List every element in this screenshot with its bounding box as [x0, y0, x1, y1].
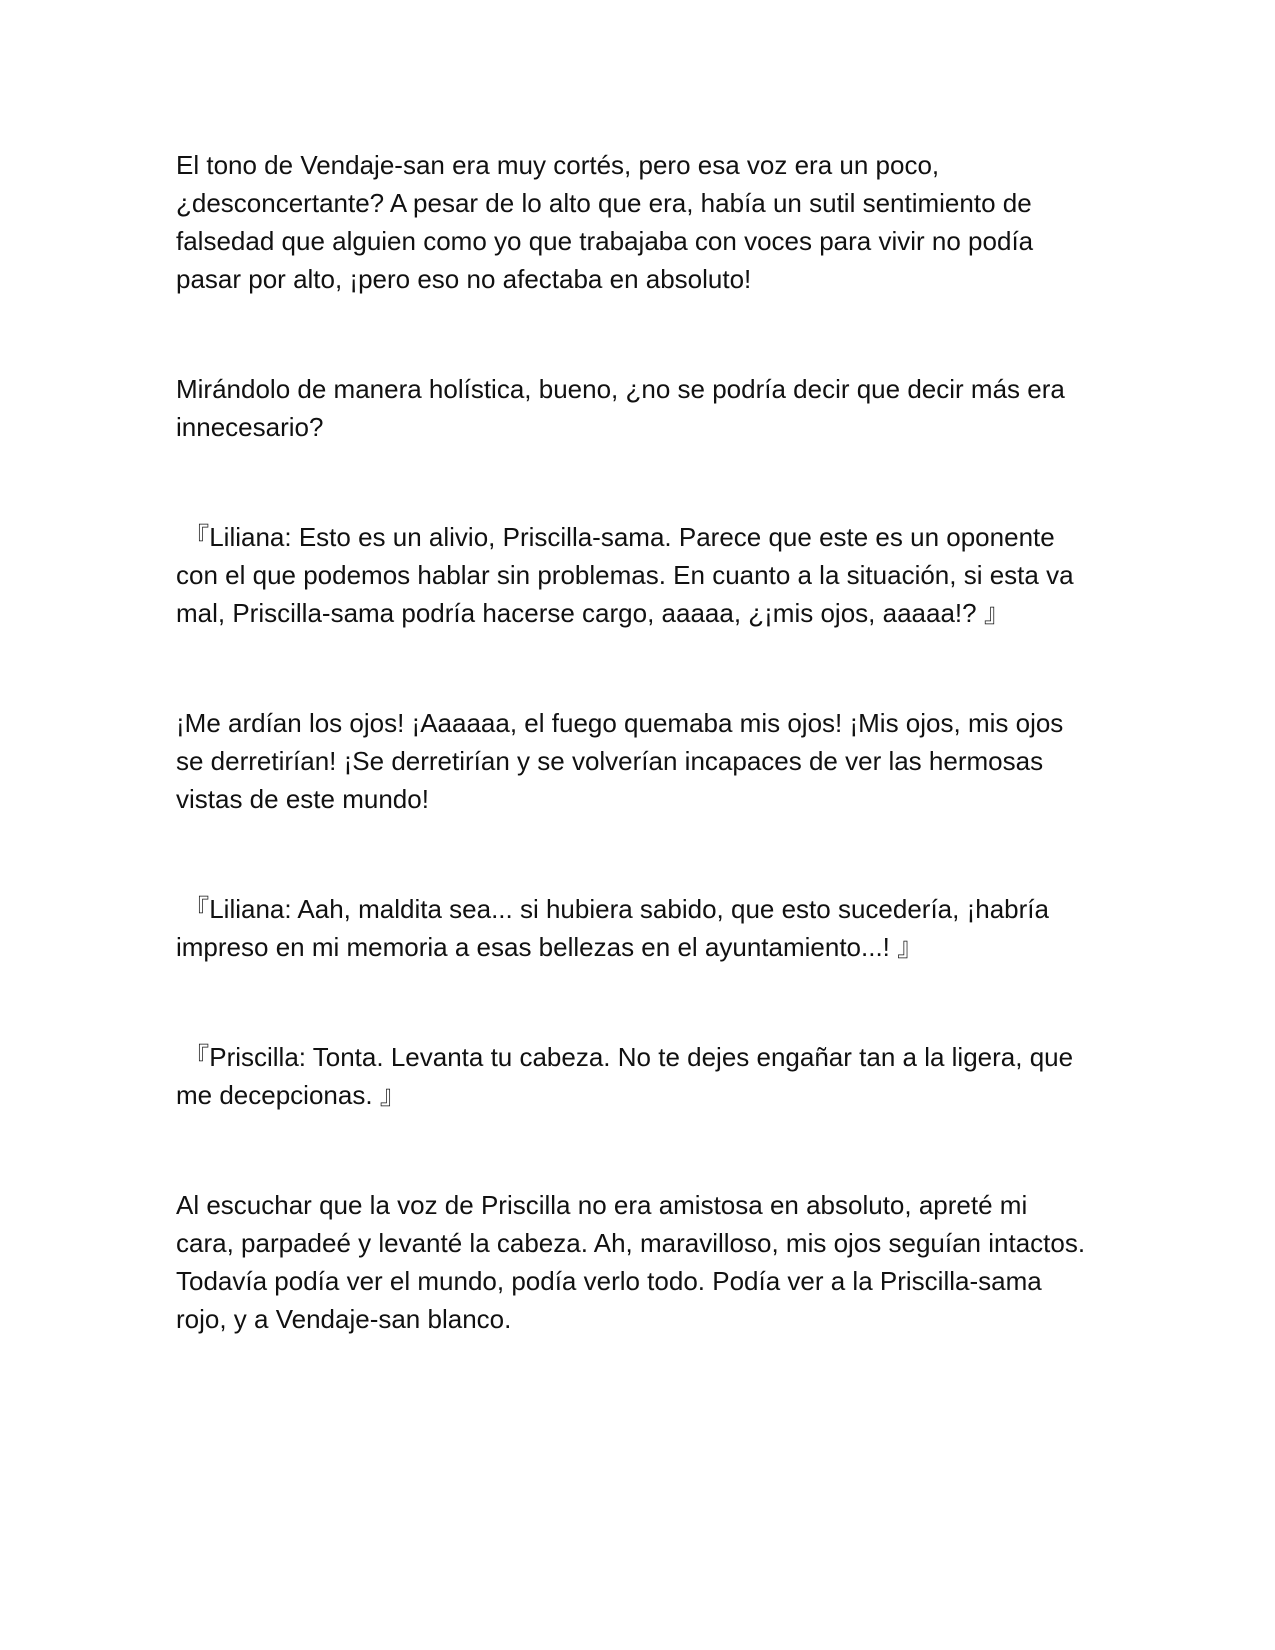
dialogue-liliana-1: 『Liliana: Esto es un alivio, Priscilla-sama. Parece que este es un oponente con el que podemos hablar sin problemas. En cuanto a la situación, si esta va mal, Priscilla-sama podría hacerse cargo, aaaaa, ¿¡mis ojos, aaaaa!? 』	[176, 522, 1074, 628]
paragraph-4: ¡Me ardían los ojos! ¡Aaaaaa, el fuego quemaba mis ojos! ¡Mis ojos, mis ojos se derretirían! ¡Se derretirían y se volverían incapaces de ver las hermosas vistas de este mundo!	[176, 708, 1064, 814]
paragraph-1: El tono de Vendaje-san era muy cortés, pero esa voz era un poco, ¿desconcertante? A pesar de lo alto que era, había un sutil sentimiento de falsedad que alguien como yo que trabajaba con voces para vivir no podía pasar por alto, ¡pero eso no afectaba en absoluto!	[176, 150, 1034, 294]
paragraph-2: Mirándolo de manera holística, bueno, ¿no se podría decir que decir más era innecesario?	[176, 374, 1065, 442]
dialogue-liliana-2: 『Liliana: Aah, maldita sea... si hubiera sabido, que esto sucedería, ¡habría impreso en mi memoria a esas bellezas en el ayuntamiento...! 』	[176, 894, 1049, 962]
dialogue-priscilla-1: 『Priscilla: Tonta. Levanta tu cabeza. No te dejes engañar tan a la ligera, que me decepcionas. 』	[176, 1042, 1074, 1110]
document-body	[176, 146, 1090, 1338]
paragraph-7: Al escuchar que la voz de Priscilla no era amistosa en absoluto, apreté mi cara, parpadeé y levanté la cabeza. Ah, maravilloso, mis ojos seguían intactos. Todavía podía ver el mundo, podía verlo todo. Podía ver a la Priscilla-sama rojo, y a Vendaje-san blanco.	[176, 1190, 1086, 1334]
